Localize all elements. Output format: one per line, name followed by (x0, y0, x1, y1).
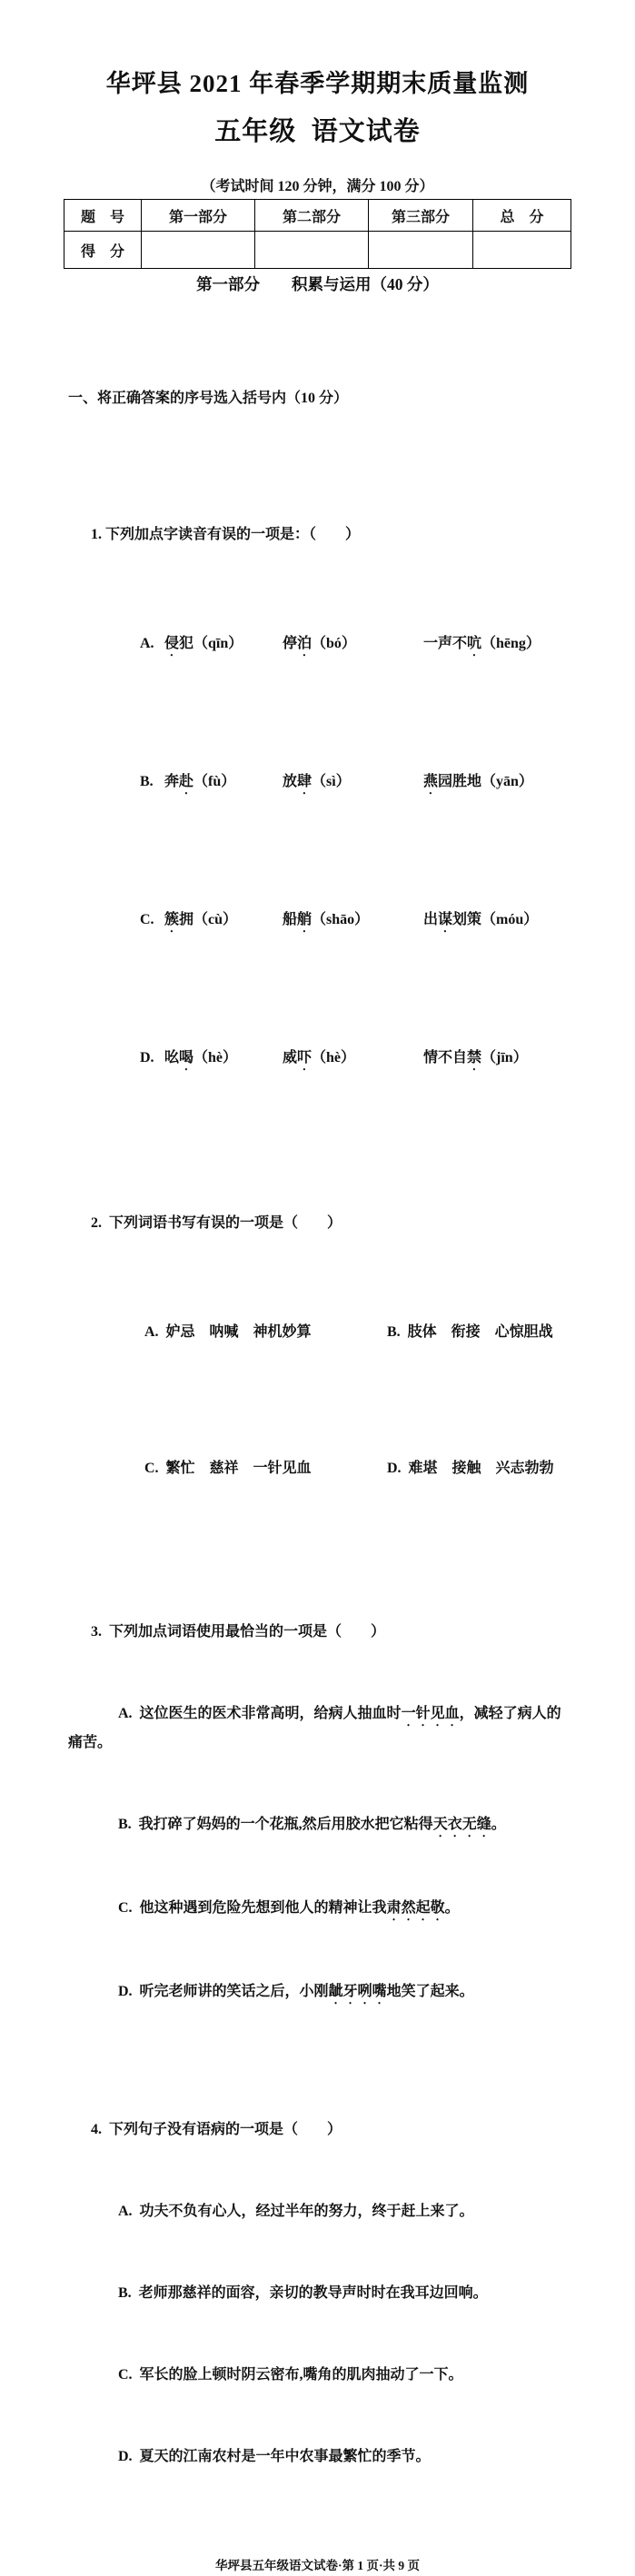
option-word: 放肆（sì） (283, 774, 351, 789)
option-word: 船艄（shāo） (283, 912, 370, 927)
option-word: 威吓（hè） (283, 1050, 356, 1065)
score-table-header-row (64, 200, 571, 232)
option-group: C. 繁忙 慈祥 一针见血 (144, 1461, 312, 1476)
score-table-score-label: 得 分 (64, 232, 142, 269)
score-cell-part1 (142, 232, 255, 269)
option-word: 停泊（bó） (283, 636, 356, 651)
question3-option-c: C. 他这种遇到危险先想到他人的精神让我肃然起敬。 (118, 1900, 460, 1916)
question4-option-c: C. 军长的脸上顿时阴云密布,嘴角的肌肉抽动了一下。 (118, 2367, 463, 2383)
score-table-col-part2: 第二部分 (255, 200, 369, 232)
question1-option-c (118, 879, 571, 963)
score-table-col-part1: 第一部分 (142, 200, 255, 232)
option-group: B. 肢体 衔接 心惊胆战 (387, 1324, 553, 1340)
question4-option-a: A. 功夫不负有心人，经过半年的努力，终于赶上来了。 (118, 2204, 474, 2219)
exam-time-score-info: （考试时间 120 分钟，满分 100 分） (201, 179, 434, 194)
question4-option-b: B. 老师那慈祥的面容，亲切的教导声时时在我耳边回响。 (118, 2285, 488, 2301)
exam-paper-page (0, 69, 635, 2572)
option-letter: D. (140, 1050, 154, 1065)
score-table (64, 199, 571, 269)
option-word: 吆喝（hè） (164, 1050, 238, 1065)
option-word: 情不自禁（jīn） (423, 1050, 528, 1065)
question1-stem: 1. 下列加点字读音有误的一项是：（ ） (91, 527, 361, 542)
score-table-header-label: 题 号 (64, 200, 142, 232)
exam-title-line1: 华坪县 2021 年春季学期期末质量监测 (105, 70, 530, 97)
option-word: 侵犯（qīn） (164, 636, 243, 651)
score-table-col-part3: 第三部分 (369, 200, 473, 232)
section1-content (0, 294, 635, 2552)
question1-option-a (118, 603, 571, 687)
option-letter: C. (140, 912, 154, 927)
option-letter: A. (140, 636, 154, 651)
question1-option-d (118, 1017, 571, 1101)
score-cell-part3 (369, 232, 473, 269)
question2-options-cd (123, 1428, 571, 1510)
section1-heading: 第一部分 积累与运用（40 分） (196, 275, 439, 293)
option-word: 一声不吭（hēng） (423, 636, 541, 651)
option-word: 出谋划策（móu） (423, 912, 539, 927)
option-word: 奔赴（fù） (164, 774, 236, 789)
question4-option-d: D. 夏天的江南农村是一年中农事最繁忙的季节。 (118, 2449, 431, 2464)
question2-options-ab (123, 1292, 571, 1373)
option-group: A. 妒忌 呐喊 神机妙算 (144, 1324, 312, 1340)
score-table-score-row (64, 232, 571, 269)
question4-stem: 4. 下列句子没有语病的一项是（ ） (91, 2122, 342, 2137)
part1-intro: 一、将正确答案的序号选入括号内（10 分） (68, 391, 349, 406)
option-word: 燕园胜地（yān） (423, 774, 533, 789)
score-cell-part2 (255, 232, 369, 269)
score-table-col-total: 总 分 (473, 200, 571, 232)
question3-stem: 3. 下列加点词语使用最恰当的一项是（ ） (91, 1624, 386, 1640)
question1-option-b (118, 741, 571, 825)
question2-stem: 2. 下列词语书写有误的一项是（ ） (91, 1215, 342, 1231)
exam-title-line2: 五年级 语文试卷 (214, 117, 421, 146)
option-letter: B. (140, 774, 154, 789)
score-cell-total (473, 232, 571, 269)
question3-option-a: A. 这位医生的医术非常高明，给病人抽血时一针见血，减轻了病人的痛苦。 (68, 1706, 561, 1750)
question3-option-d: D. 听完老师讲的笑话之后，小刚龇牙咧嘴地笑了起来。 (118, 1984, 474, 1999)
page-footer: 华坪县五年级语文试卷·第 1 页·共 9 页 (214, 2559, 420, 2572)
option-group: D. 难堪 接触 兴志勃勃 (387, 1461, 554, 1476)
option-word: 簇拥（cù） (164, 912, 238, 927)
question3-option-b: B. 我打碎了妈妈的一个花瓶,然后用胶水把它粘得天衣无缝。 (118, 1817, 506, 1832)
